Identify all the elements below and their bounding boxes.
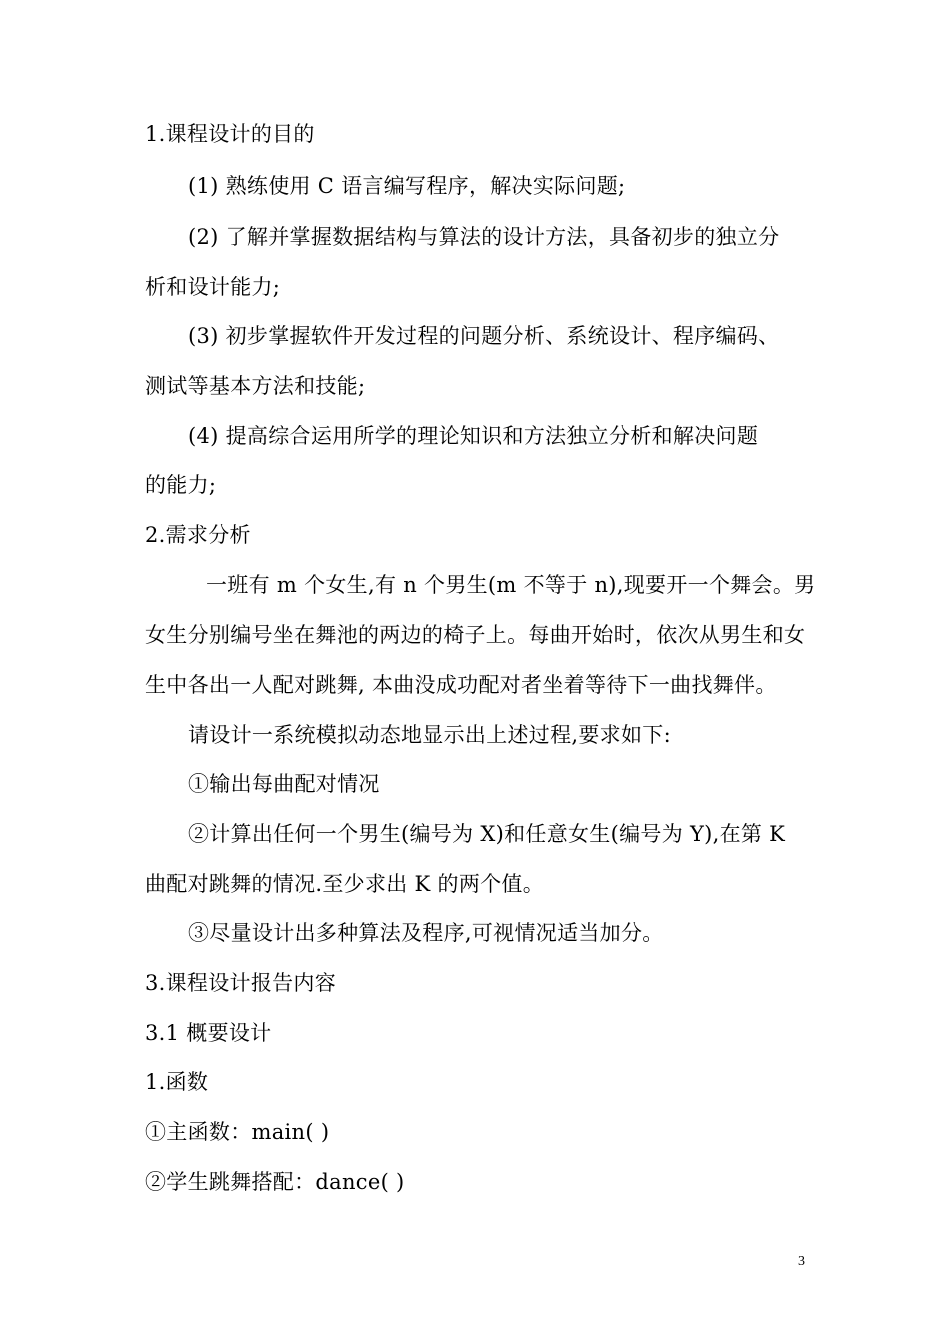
requirements-para-1-cont-1: 女生分别编号坐在舞池的两边的椅子上。每曲开始时，依次从男生和女 [145,623,806,647]
purpose-item-3-cont: 测试等基本方法和技能; [145,374,366,398]
requirement-item-2: ②计算出任何一个男生(编号为 X)和任意女生(编号为 Y),在第 K [188,822,786,846]
function-item-main: ①主函数：main( ) [145,1120,330,1144]
purpose-item-2-cont: 析和设计能力; [145,275,281,299]
heading-report-content: 3.课程设计报告内容 [145,971,337,995]
heading-outline-design: 3.1 概要设计 [145,1021,272,1045]
requirements-para-1: 一班有 m 个女生,有 n 个男生(m 不等于 n),现要开一个舞会。男 [206,573,816,597]
purpose-item-4: (4) 提高综合运用所学的理论知识和方法独立分析和解决问题 [188,424,759,448]
purpose-item-4-cont: 的能力; [145,473,217,497]
purpose-item-2: (2) 了解并掌握数据结构与算法的设计方法，具备初步的独立分 [188,225,780,249]
purpose-item-1: (1) 熟练使用 C 语言编写程序，解决实际问题; [188,174,626,198]
purpose-item-3: (3) 初步掌握软件开发过程的问题分析、系统设计、程序编码、 [188,324,780,348]
requirement-item-3: ③尽量设计出多种算法及程序,可视情况适当加分。 [188,921,664,945]
function-item-dance: ②学生跳舞搭配：dance( ) [145,1170,405,1194]
requirements-para-1-cont-2: 生中各出一人配对跳舞, 本曲没成功配对者坐着等待下一曲找舞伴。 [145,673,777,697]
page-number: 3 [798,1254,805,1269]
heading-requirements: 2.需求分析 [145,523,251,547]
requirement-item-1: ①输出每曲配对情况 [188,772,380,796]
requirements-para-2: 请设计一系统模拟动态地显示出上述过程,要求如下: [188,723,671,747]
heading-course-purpose: 1.课程设计的目的 [145,122,315,146]
heading-functions: 1.函数 [145,1070,209,1094]
requirement-item-2-cont: 曲配对跳舞的情况.至少求出 K 的两个值。 [145,872,545,896]
